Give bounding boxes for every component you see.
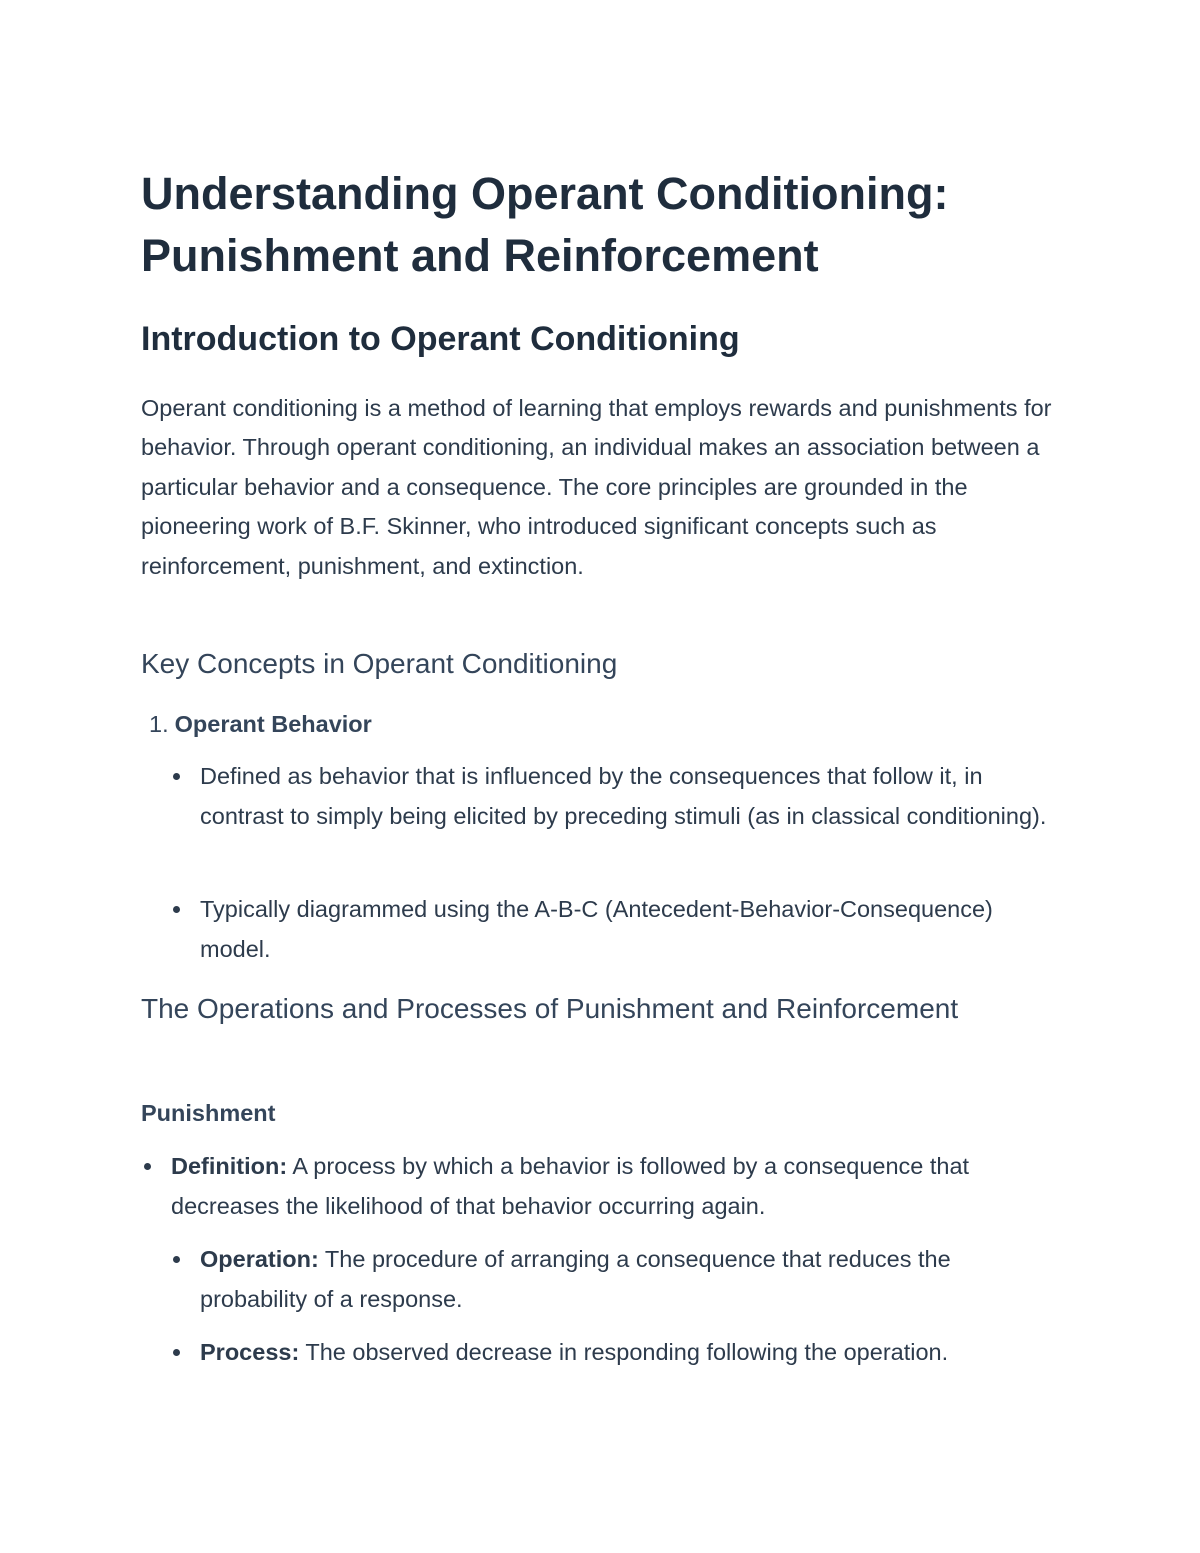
- process-item: [200, 1332, 1050, 1372]
- item-number: 1.: [149, 711, 169, 737]
- definition-item: [171, 1146, 1071, 1226]
- operation-text: The procedure of arranging a consequence that reduces the probability of a response.: [200, 1246, 951, 1312]
- operation-item: [200, 1239, 1050, 1319]
- operations-heading: The Operations and Processes of Punishment and Reinforcement: [141, 993, 959, 1024]
- list-item-text: Defined as behavior that is influenced by the consequences that follow it, in contrast to simply being elicited by preceding stimuli (as in classical conditioning).: [200, 763, 1047, 829]
- item-label: Operant Behavior: [174, 711, 372, 737]
- intro-heading: Introduction to Operant Conditioning: [141, 320, 740, 358]
- bullet-icon: [144, 1163, 151, 1170]
- intro-paragraph: Operant conditioning is a method of learning that employs rewards and punishments for behavior. Through operant conditioning, an individual makes an association between a particular behavior and a consequence. The core principles are grounded in the pioneering work of B.F. Skinner, who introduced significant concepts such as reinforcement, punishment, and extinction.: [141, 395, 1052, 579]
- key-concepts-heading: Key Concepts in Operant Conditioning: [141, 648, 618, 679]
- bullet-icon: [173, 773, 180, 780]
- process-text: The observed decrease in responding following the operation.: [299, 1339, 949, 1365]
- punishment-heading: Punishment: [141, 1100, 276, 1126]
- document-title: Understanding Operant Conditioning: Punishment and Reinforcement: [141, 168, 949, 281]
- process-term: Process:: [200, 1339, 300, 1365]
- list-item: [200, 756, 1050, 836]
- bullet-icon: [173, 1349, 180, 1356]
- definition-term: Definition:: [171, 1153, 288, 1179]
- numbered-item-operant-behavior: [149, 706, 372, 742]
- list-item: [200, 889, 1050, 969]
- list-item-text: Typically diagrammed using the A-B-C (Antecedent-Behavior-Consequence) model.: [200, 896, 993, 962]
- bullet-icon: [173, 906, 180, 913]
- definition-text: A process by which a behavior is followed by a consequence that decreases the likelihood of that behavior occurring again.: [171, 1153, 970, 1219]
- bullet-icon: [173, 1256, 180, 1263]
- operation-term: Operation:: [200, 1246, 319, 1272]
